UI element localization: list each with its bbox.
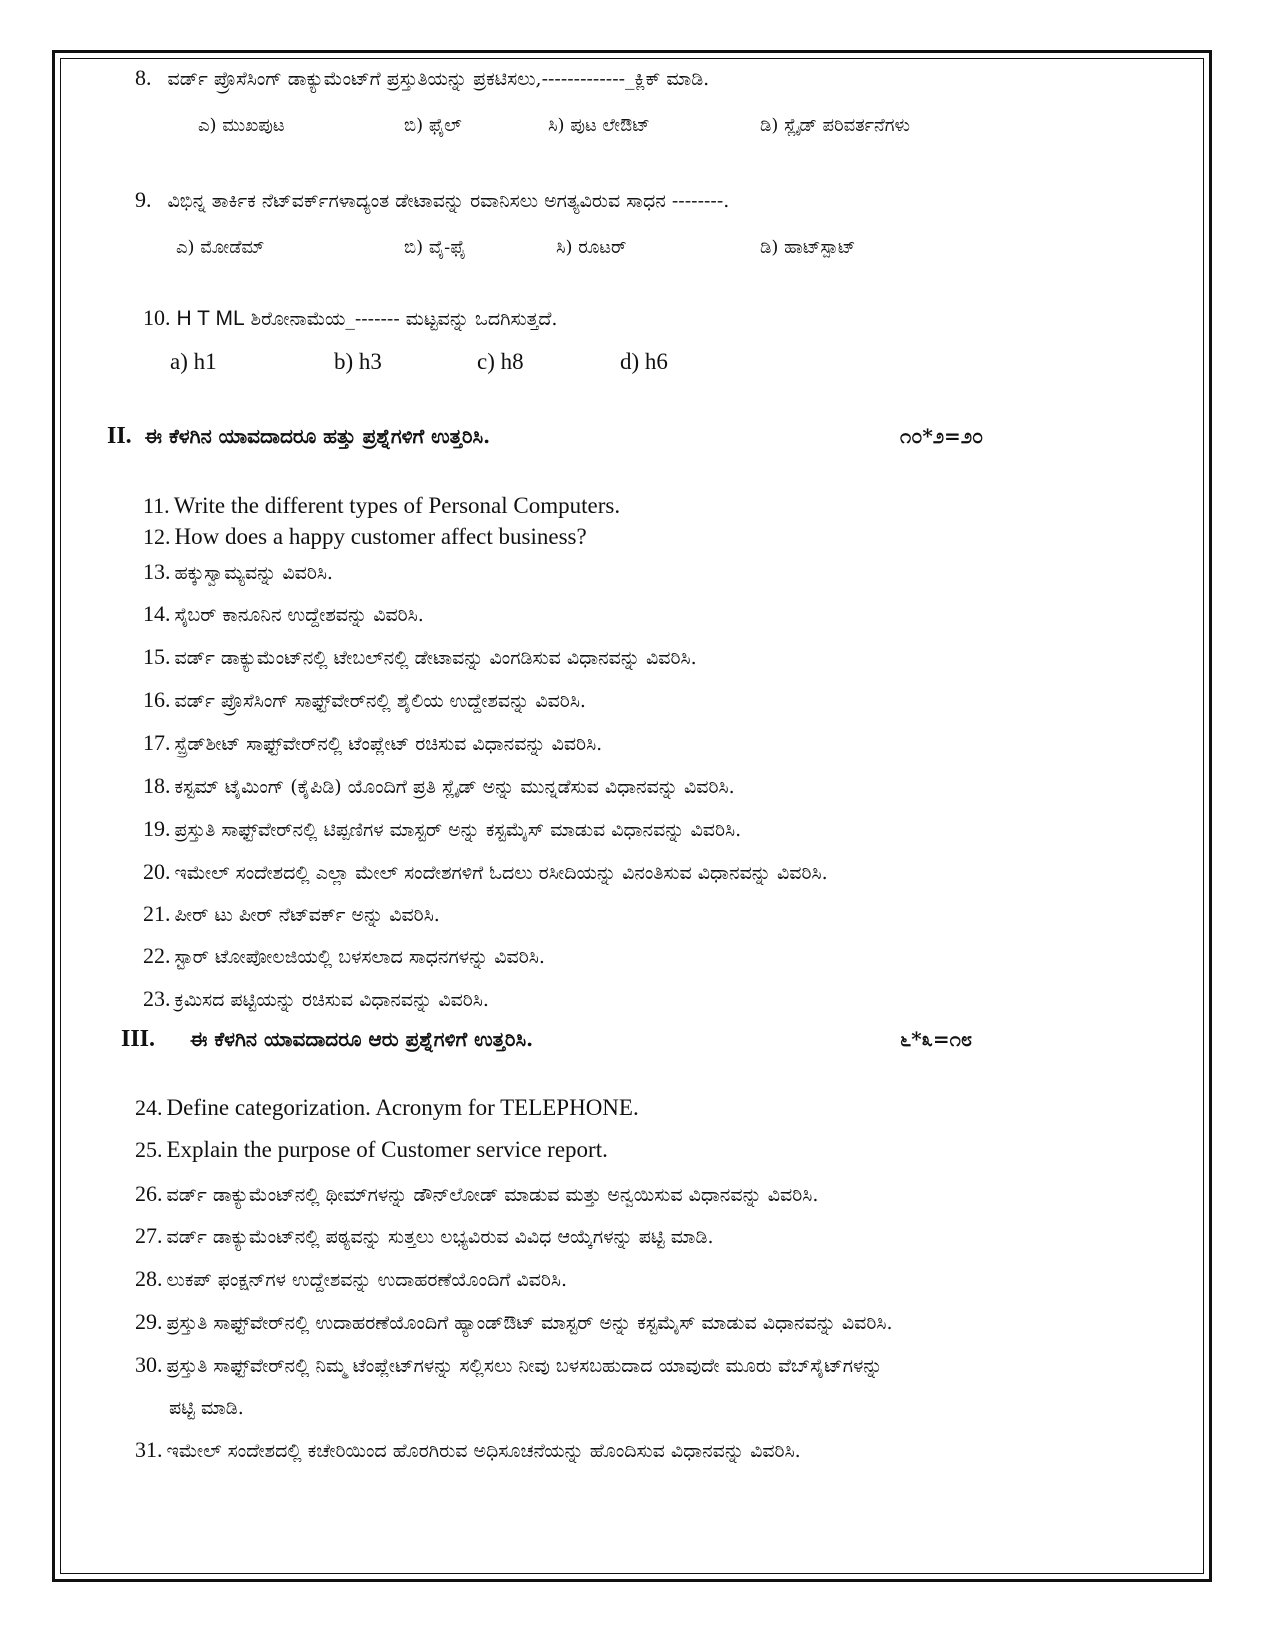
section-3-header bbox=[121, 1026, 533, 1052]
question-text: ವರ್ಡ್ ಡಾಕ್ಯುಮೆಂಟ್‌ನಲ್ಲಿ ಟೇಬಲ್‌ನಲ್ಲಿ ಡೇಟಾವನ್ನು ವಿಂಗಡಿಸುವ ವಿಧಾನವನ್ನು ವಿವರಿಸಿ. bbox=[174, 647, 697, 669]
question-9 bbox=[135, 188, 729, 213]
question-20 bbox=[143, 860, 828, 885]
question-number: 8. bbox=[135, 65, 152, 90]
question-22 bbox=[143, 944, 545, 969]
question-number: 9. bbox=[135, 187, 152, 212]
question-text: ಸ್ಪ್ರೆಡ್‌ಶೀಟ್ ಸಾಫ್ಟ್‌ವೇರ್‌ನಲ್ಲಿ ಟೆಂಪ್ಲೇಟ್ ರಚಿಸುವ ವಿಧಾನವನ್ನು ವಿವರಿಸಿ. bbox=[174, 733, 603, 755]
q8-option-b: ಬಿ) ಫೈಲ್ bbox=[404, 115, 462, 136]
question-number: 23. bbox=[143, 986, 171, 1011]
question-number: 11. bbox=[143, 493, 170, 518]
question-15 bbox=[143, 645, 697, 670]
question-text: ಪ್ರಸ್ತುತಿ ಸಾಫ್ಟ್‌ವೇರ್‌ನಲ್ಲಿ ಉದಾಹರಣೆಯೊಂದಿಗೆ ಹ್ಯಾಂಡ್‌ಔಟ್ ಮಾಸ್ಟರ್ ಅನ್ನು ಕಸ್ಟಮೈಸ್ ಮಾಡುವ ವಿಧಾನವನ್ನು ವಿವರಿಸಿ. bbox=[166, 1312, 893, 1334]
question-number: 22. bbox=[143, 943, 171, 968]
question-text: ಪ್ರಸ್ತುತಿ ಸಾಫ್ಟ್‌ವೇರ್‌ನಲ್ಲಿ ನಿಮ್ಮ ಟೆಂಪ್ಲೇಟ್‌ಗಳನ್ನು ಸಲ್ಲಿಸಲು ನೀವು ಬಳಸಬಹುದಾದ ಯಾವುದೇ ಮೂರು ವೆಬ್‌ಸೈಟ್‌ಗಳನ್ನು bbox=[166, 1355, 883, 1377]
question-text: ವರ್ಡ್ ಡಾಕ್ಯುಮೆಂಟ್‌ನಲ್ಲಿ ಪಠ್ಯವನ್ನು ಸುತ್ತಲು ಲಭ್ಯವಿರುವ ವಿವಿಧ ಆಯ್ಕೆಗಳನ್ನು ಪಟ್ಟಿ ಮಾಡಿ. bbox=[166, 1226, 714, 1248]
q8-option-d: ಡಿ) ಸ್ಲೈಡ್ ಪರಿವರ್ತನೆಗಳು bbox=[760, 115, 910, 136]
question-text: Write the different types of Personal Computers. bbox=[173, 493, 621, 518]
section-numeral: II. bbox=[107, 423, 132, 449]
question-number: 29. bbox=[135, 1309, 163, 1334]
question-text: ವರ್ಡ್ ಡಾಕ್ಯುಮೆಂಟ್‌ನಲ್ಲಿ ಥೀಮ್‌ಗಳನ್ನು ಡೌನ್‌ಲೋಡ್ ಮಾಡುವ ಮತ್ತು ಅನ್ವಯಿಸುವ ವಿಧಾನವನ್ನು ವಿವರಿಸಿ. bbox=[166, 1184, 819, 1206]
question-text-continued: ಪಟ್ಟಿ ಮಾಡಿ. bbox=[169, 1397, 244, 1419]
question-text: ಲುಕಪ್ ಫಂಕ್ಷನ್‌ಗಳ ಉದ್ದೇಶವನ್ನು ಉದಾಹರಣೆಯೊಂದಿಗೆ ವಿವರಿಸಿ. bbox=[166, 1269, 568, 1291]
section-title: ಈ ಕೆಳಗಿನ ಯಾವದಾದರೂ ಹತ್ತು ಪ್ರಶ್ನೆಗಳಿಗೆ ಉತ್ತರಿಸಿ. bbox=[144, 424, 491, 448]
question-number: 24. bbox=[135, 1095, 163, 1120]
question-text: ಇಮೇಲ್ ಸಂದೇಶದಲ್ಲಿ ಎಲ್ಲಾ ಮೇಲ್ ಸಂದೇಶಗಳಿಗೆ ಓದಲು ರಸೀದಿಯನ್ನು ವಿನಂತಿಸುವ ವಿಧಾನವನ್ನು ವಿವರಿಸಿ. bbox=[174, 862, 828, 884]
section-2-header bbox=[107, 423, 490, 449]
question-13 bbox=[143, 560, 333, 585]
question-number: 13. bbox=[143, 559, 171, 584]
q9-option-b: ಬಿ) ವೈ-ಫೈ bbox=[404, 237, 466, 258]
question-number: 20. bbox=[143, 859, 171, 884]
page-inner-border bbox=[60, 58, 1204, 1574]
question-23 bbox=[143, 987, 489, 1012]
question-27 bbox=[135, 1224, 714, 1249]
question-number: 18. bbox=[143, 773, 171, 798]
question-text: ಸ್ಟಾರ್ ಟೋಪೋಲಜಿಯಲ್ಲಿ ಬಳಸಲಾದ ಸಾಧನಗಳನ್ನು ವಿವರಿಸಿ. bbox=[174, 946, 545, 968]
question-text: ಶಿರೋನಾಮೆಯ_------- ಮಟ್ಟವನ್ನು ಒದಗಿಸುತ್ತದೆ. bbox=[250, 308, 558, 330]
q9-option-a: ಎ) ಮೋಡೆಮ್ bbox=[176, 237, 265, 258]
question-number: 14. bbox=[143, 601, 171, 626]
question-number: 26. bbox=[135, 1181, 163, 1206]
section-numeral: III. bbox=[121, 1026, 156, 1052]
question-16 bbox=[143, 688, 586, 713]
question-19 bbox=[143, 817, 741, 842]
question-number: 25. bbox=[135, 1137, 163, 1162]
q10-option-d: d) h6 bbox=[620, 349, 668, 374]
question-number: 17. bbox=[143, 730, 171, 755]
question-text: How does a happy customer affect business? bbox=[174, 524, 587, 549]
question-number: 16. bbox=[143, 687, 171, 712]
question-text: ಇಮೇಲ್ ಸಂದೇಶದಲ್ಲಿ ಕಚೇರಿಯಿಂದ ಹೊರಗಿರುವ ಅಧಿಸೂಚನೆಯನ್ನು ಹೊಂದಿಸುವ ವಿಧಾನವನ್ನು ವಿವರಿಸಿ. bbox=[166, 1440, 801, 1462]
q10-option-c: c) h8 bbox=[477, 349, 524, 374]
question-28 bbox=[135, 1267, 567, 1292]
question-29 bbox=[135, 1310, 893, 1335]
question-31 bbox=[135, 1438, 801, 1463]
question-25 bbox=[135, 1138, 608, 1163]
html-term: H T ML bbox=[176, 307, 245, 330]
section-2-marks: ೧೦*೨=೨೦ bbox=[900, 424, 984, 448]
question-8 bbox=[135, 66, 709, 91]
question-number: 27. bbox=[135, 1223, 163, 1248]
question-18 bbox=[143, 774, 735, 799]
question-text: ವರ್ಡ್ ಪ್ರೊಸೆಸಿಂಗ್ ಡಾಕ್ಯುಮೆಂಟ್‌ಗೆ ಪ್ರಸ್ತುತಿಯನ್ನು ಪ್ರಕಟಿಸಲು,-------------_ಕ್ಲಿಕ್ ಮಾಡಿ. bbox=[167, 68, 710, 90]
question-number: 19. bbox=[143, 816, 171, 841]
question-text: ಹಕ್ಕುಸ್ವಾಮ್ಯವನ್ನು ವಿವರಿಸಿ. bbox=[174, 562, 333, 584]
q10-option-b: b) h3 bbox=[334, 349, 382, 374]
question-text: Define categorization. Acronym for TELEPHONE. bbox=[166, 1095, 639, 1120]
question-number: 28. bbox=[135, 1266, 163, 1291]
question-text: ಪ್ರಸ್ತುತಿ ಸಾಫ್ಟ್‌ವೇರ್‌ನಲ್ಲಿ ಟಿಪ್ಪಣಿಗಳ ಮಾಸ್ಟರ್ ಅನ್ನು ಕಸ್ಟಮೈಸ್ ಮಾಡುವ ವಿಧಾನವನ್ನು ವಿವರಿಸಿ. bbox=[174, 819, 742, 841]
question-14 bbox=[143, 602, 424, 627]
q9-option-c: ಸಿ) ರೂಟರ್ bbox=[556, 237, 627, 258]
question-number: 30. bbox=[135, 1352, 163, 1377]
question-text: ಕ್ರಮಿಸದ ಪಟ್ಟಿಯನ್ನು ರಚಿಸುವ ವಿಧಾನವನ್ನು ವಿವರಿಸಿ. bbox=[174, 989, 489, 1011]
question-11 bbox=[143, 494, 620, 519]
question-30 bbox=[135, 1353, 882, 1378]
question-10 bbox=[143, 306, 557, 331]
question-number: 10. bbox=[143, 305, 171, 330]
question-24 bbox=[135, 1096, 639, 1121]
question-number: 31. bbox=[135, 1437, 163, 1462]
question-text: ಕಸ್ಟಮ್ ಟೈಮಿಂಗ್ (ಕೈಪಿಡಿ) ಯೊಂದಿಗೆ ಪ್ರತಿ ಸ್ಲೈಡ್ ಅನ್ನು ಮುನ್ನಡೆಸುವ ವಿಧಾನವನ್ನು ವಿವರಿಸಿ. bbox=[174, 776, 735, 798]
section-title: ಈ ಕೆಳಗಿನ ಯಾವದಾದರೂ ಆರು ಪ್ರಶ್ನೆಗಳಿಗೆ ಉತ್ತರಿಸಿ. bbox=[190, 1027, 534, 1051]
question-text: ಪೀರ್ ಟು ಪೀರ್ ನೆಟ್‌ವರ್ಕ್ ಅನ್ನು ವಿವರಿಸಿ. bbox=[174, 904, 440, 926]
q8-option-c: ಸಿ) ಪುಟ ಲೇಔಟ್ bbox=[548, 115, 650, 136]
question-text: ವರ್ಡ್ ಪ್ರೊಸೆಸಿಂಗ್ ಸಾಫ್ಟ್‌ವೇರ್‌ನಲ್ಲಿ ಶೈಲಿಯ ಉದ್ದೇಶವನ್ನು ವಿವರಿಸಿ. bbox=[174, 690, 586, 712]
section-3-marks: ೬*೩=೧೮ bbox=[900, 1027, 973, 1051]
question-number: 15. bbox=[143, 644, 171, 669]
question-17 bbox=[143, 731, 602, 756]
question-text: ಸೈಬರ್ ಕಾನೂನಿನ ಉದ್ದೇಶವನ್ನು ವಿವರಿಸಿ. bbox=[174, 604, 424, 626]
q10-option-a: a) h1 bbox=[170, 349, 217, 374]
question-26 bbox=[135, 1182, 818, 1207]
question-number: 12. bbox=[143, 524, 171, 549]
question-number: 21. bbox=[143, 901, 171, 926]
question-text: ವಿಭಿನ್ನ ತಾರ್ಕಿಕ ನೆಟ್‌ವರ್ಕ್‌ಗಳಾದ್ಯಂತ ಡೇಟಾವನ್ನು ರವಾನಿಸಲು ಅಗತ್ಯವಿರುವ ಸಾಧನ --------. bbox=[167, 190, 730, 212]
q9-option-d: ಡಿ) ಹಾಟ್‌ಸ್ಪಾಟ್ bbox=[760, 237, 856, 258]
question-text: Explain the purpose of Customer service report. bbox=[166, 1137, 608, 1162]
q8-option-a: ಎ) ಮುಖಪುಟ bbox=[198, 115, 285, 136]
question-21 bbox=[143, 902, 440, 927]
question-12 bbox=[143, 525, 587, 550]
